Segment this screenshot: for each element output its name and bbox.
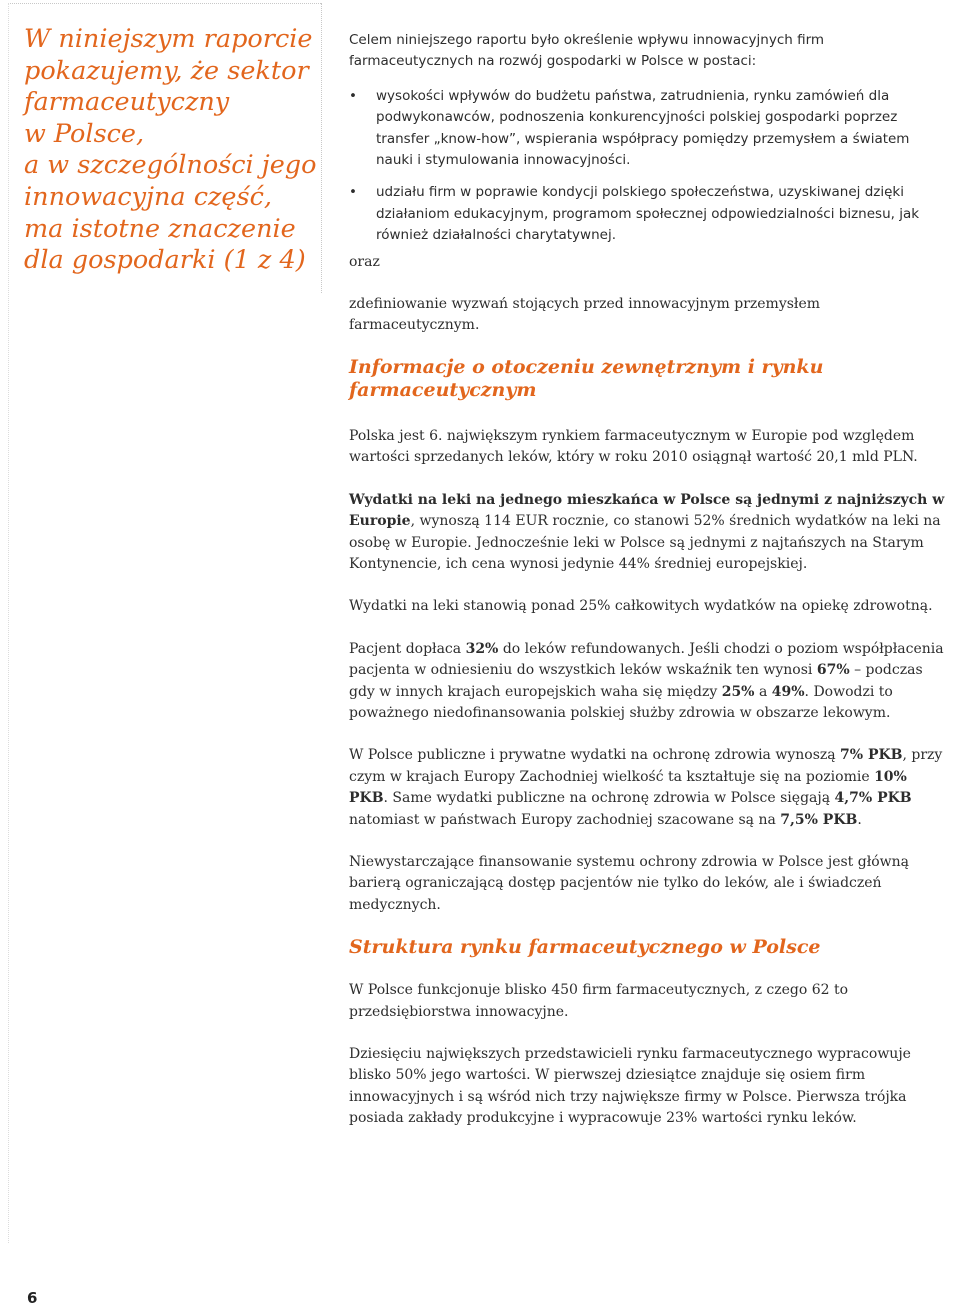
sidebar-quote: [24, 24, 317, 277]
intro-paragraph: Celem niniejszego raportu było określenie wpływu innowacyjnych firm farmaceutycznych na rozwój gospodarki w Polsce w postaci:: [349, 32, 825, 70]
bold-text: 49%: [771, 683, 805, 700]
text-span: W Polsce publiczne i prywatne wydatki na ochronę zdrowia wynoszą: [349, 747, 841, 764]
bullet-text: udziału firm w poprawie kondycji polskiego społeczeństwa, uzyskiwanej dzięki działaniom edukacyjnym, programom społecznej odpowiedzialności biznesu, jak również działalności charytatywnej.: [376, 184, 920, 244]
bullet-icon: •: [349, 184, 357, 201]
market-paragraph-5: [349, 745, 949, 831]
text-span: . Same wydatki publiczne na ochronę zdrowia w Polsce sięgają: [383, 790, 835, 807]
bullet-list: [349, 86, 949, 247]
sidebar-line: ma istotne znaczenie: [24, 213, 296, 244]
text-span: , przy czym w krajach Europy Zachodniej wielkość ta kształtuje się na poziomie: [349, 747, 943, 785]
section-heading-market: Informacje o otoczeniu zewnętrznym i rynku farmaceutycznym: [349, 355, 824, 401]
frame-left-border: [8, 3, 9, 1243]
text-span: , wynoszą 114 EUR rocznie, co stanowi 52% średnich wydatków na leki na osobę w Europie. Jednocześnie leki w Polsce są jednymi z najtańszych na Starym Kontynencie, ich cena wynosi jedynie 44% średniej europejskiej.: [349, 513, 941, 572]
bold-text: 4,7% PKB: [834, 790, 912, 807]
market-paragraph-3: Wydatki na leki stanowią ponad 25% całkowitych wydatków na opiekę zdrowotną.: [349, 598, 933, 615]
frame-top-border: [8, 3, 321, 4]
list-item: [349, 182, 949, 246]
market-paragraph-4: [349, 639, 949, 725]
oraz-text: oraz: [349, 253, 380, 270]
bold-text: 67%: [816, 662, 850, 679]
market-paragraph-2: [349, 490, 949, 576]
market-paragraph-6: Niewystarczające finansowanie systemu ochrony zdrowia w Polsce jest główną barierą ograniczającą dostęp pacjentów nie tylko do leków, ale i świadczeń medycznych.: [349, 853, 910, 913]
text-span: natomiast w państwach Europy zachodniej szacowane są na: [349, 811, 781, 828]
list-item: [349, 86, 949, 172]
text-span: a: [754, 683, 772, 700]
bold-text: 10% PKB: [349, 768, 907, 807]
text-span: do leków refundowanych. Jeśli chodzi o poziom współpłacenia pacjenta w odniesieniu do wszystkich leków wskaźnik ten wynosi: [349, 640, 944, 679]
structure-paragraph-2: Dziesięciu największych przedstawicieli rynku farmaceutycznego wypracowuje blisko 50% jego wartości. W pierwszej dziesiątce znajduje się osiem firm innowacyjnych i są wśród nich trzy największe firmy w Polsce. Pierwsza trójka posiada zakłady produkcyjne i wypracowuje 23% wartości rynku leków.: [349, 1046, 911, 1127]
main-content: [349, 30, 949, 1130]
challenges-paragraph: zdefiniowanie wyzwań stojących przed innowacyjnym przemysłem farmaceutycznym.: [349, 296, 821, 334]
sidebar-line: a w szczególności jego: [24, 150, 317, 181]
bold-text: 25%: [721, 683, 755, 700]
bullet-icon: •: [349, 87, 357, 104]
text-span: – podczas gdy w innych krajach europejskich waha się między: [349, 662, 923, 700]
sidebar-line: w Polsce,: [24, 118, 145, 149]
bold-text: 32%: [465, 640, 499, 657]
sidebar-line: dla gospodarki (1 z 4): [24, 245, 306, 276]
page-number: 6: [27, 1289, 38, 1307]
sidebar-line: pokazujemy, że sektor: [24, 55, 309, 86]
structure-paragraph-1: W Polsce funkcjonuje blisko 450 firm farmaceutycznych, z czego 62 to przedsiębiorstwa innowacyjne.: [349, 982, 849, 1020]
text-span: Pacjent dopłaca: [349, 640, 466, 657]
bold-text: 7% PKB: [840, 747, 903, 764]
text-span: .: [857, 811, 862, 828]
bold-text: Wydatki na leki na jednego mieszkańca w Polsce są jednymi z najniższych w Europie: [349, 491, 945, 530]
text-span: . Dowodzi to poważnego niedofinansowania polskiej służby zdrowia w obszarze lekowym.: [349, 683, 893, 721]
bold-text: 7,5% PKB: [780, 811, 858, 828]
sidebar-line: innowacyjna część,: [24, 181, 272, 212]
section-heading-structure: Struktura rynku farmaceutycznego w Polsce: [349, 936, 821, 959]
sidebar-line: farmaceutyczny: [24, 87, 230, 118]
frame-right-border: [321, 3, 322, 293]
bullet-text: wysokości wpływów do budżetu państwa, zatrudnienia, rynku zamówień dla podwykonawców, podnoszenia konkurencyjności polskiej gospodarki poprzez transfer „know-how”, wspierania współpracy pomiędzy przemysłem a światem nauki i stymulowania innowacyjności.: [376, 87, 910, 169]
market-paragraph-1: Polska jest 6. największym rynkiem farmaceutycznym w Europie pod względem wartości sprzedanych leków, który w roku 2010 osiągnął wartość 20,1 mld PLN.: [349, 427, 918, 466]
sidebar-line: W niniejszym raporcie: [24, 24, 313, 54]
